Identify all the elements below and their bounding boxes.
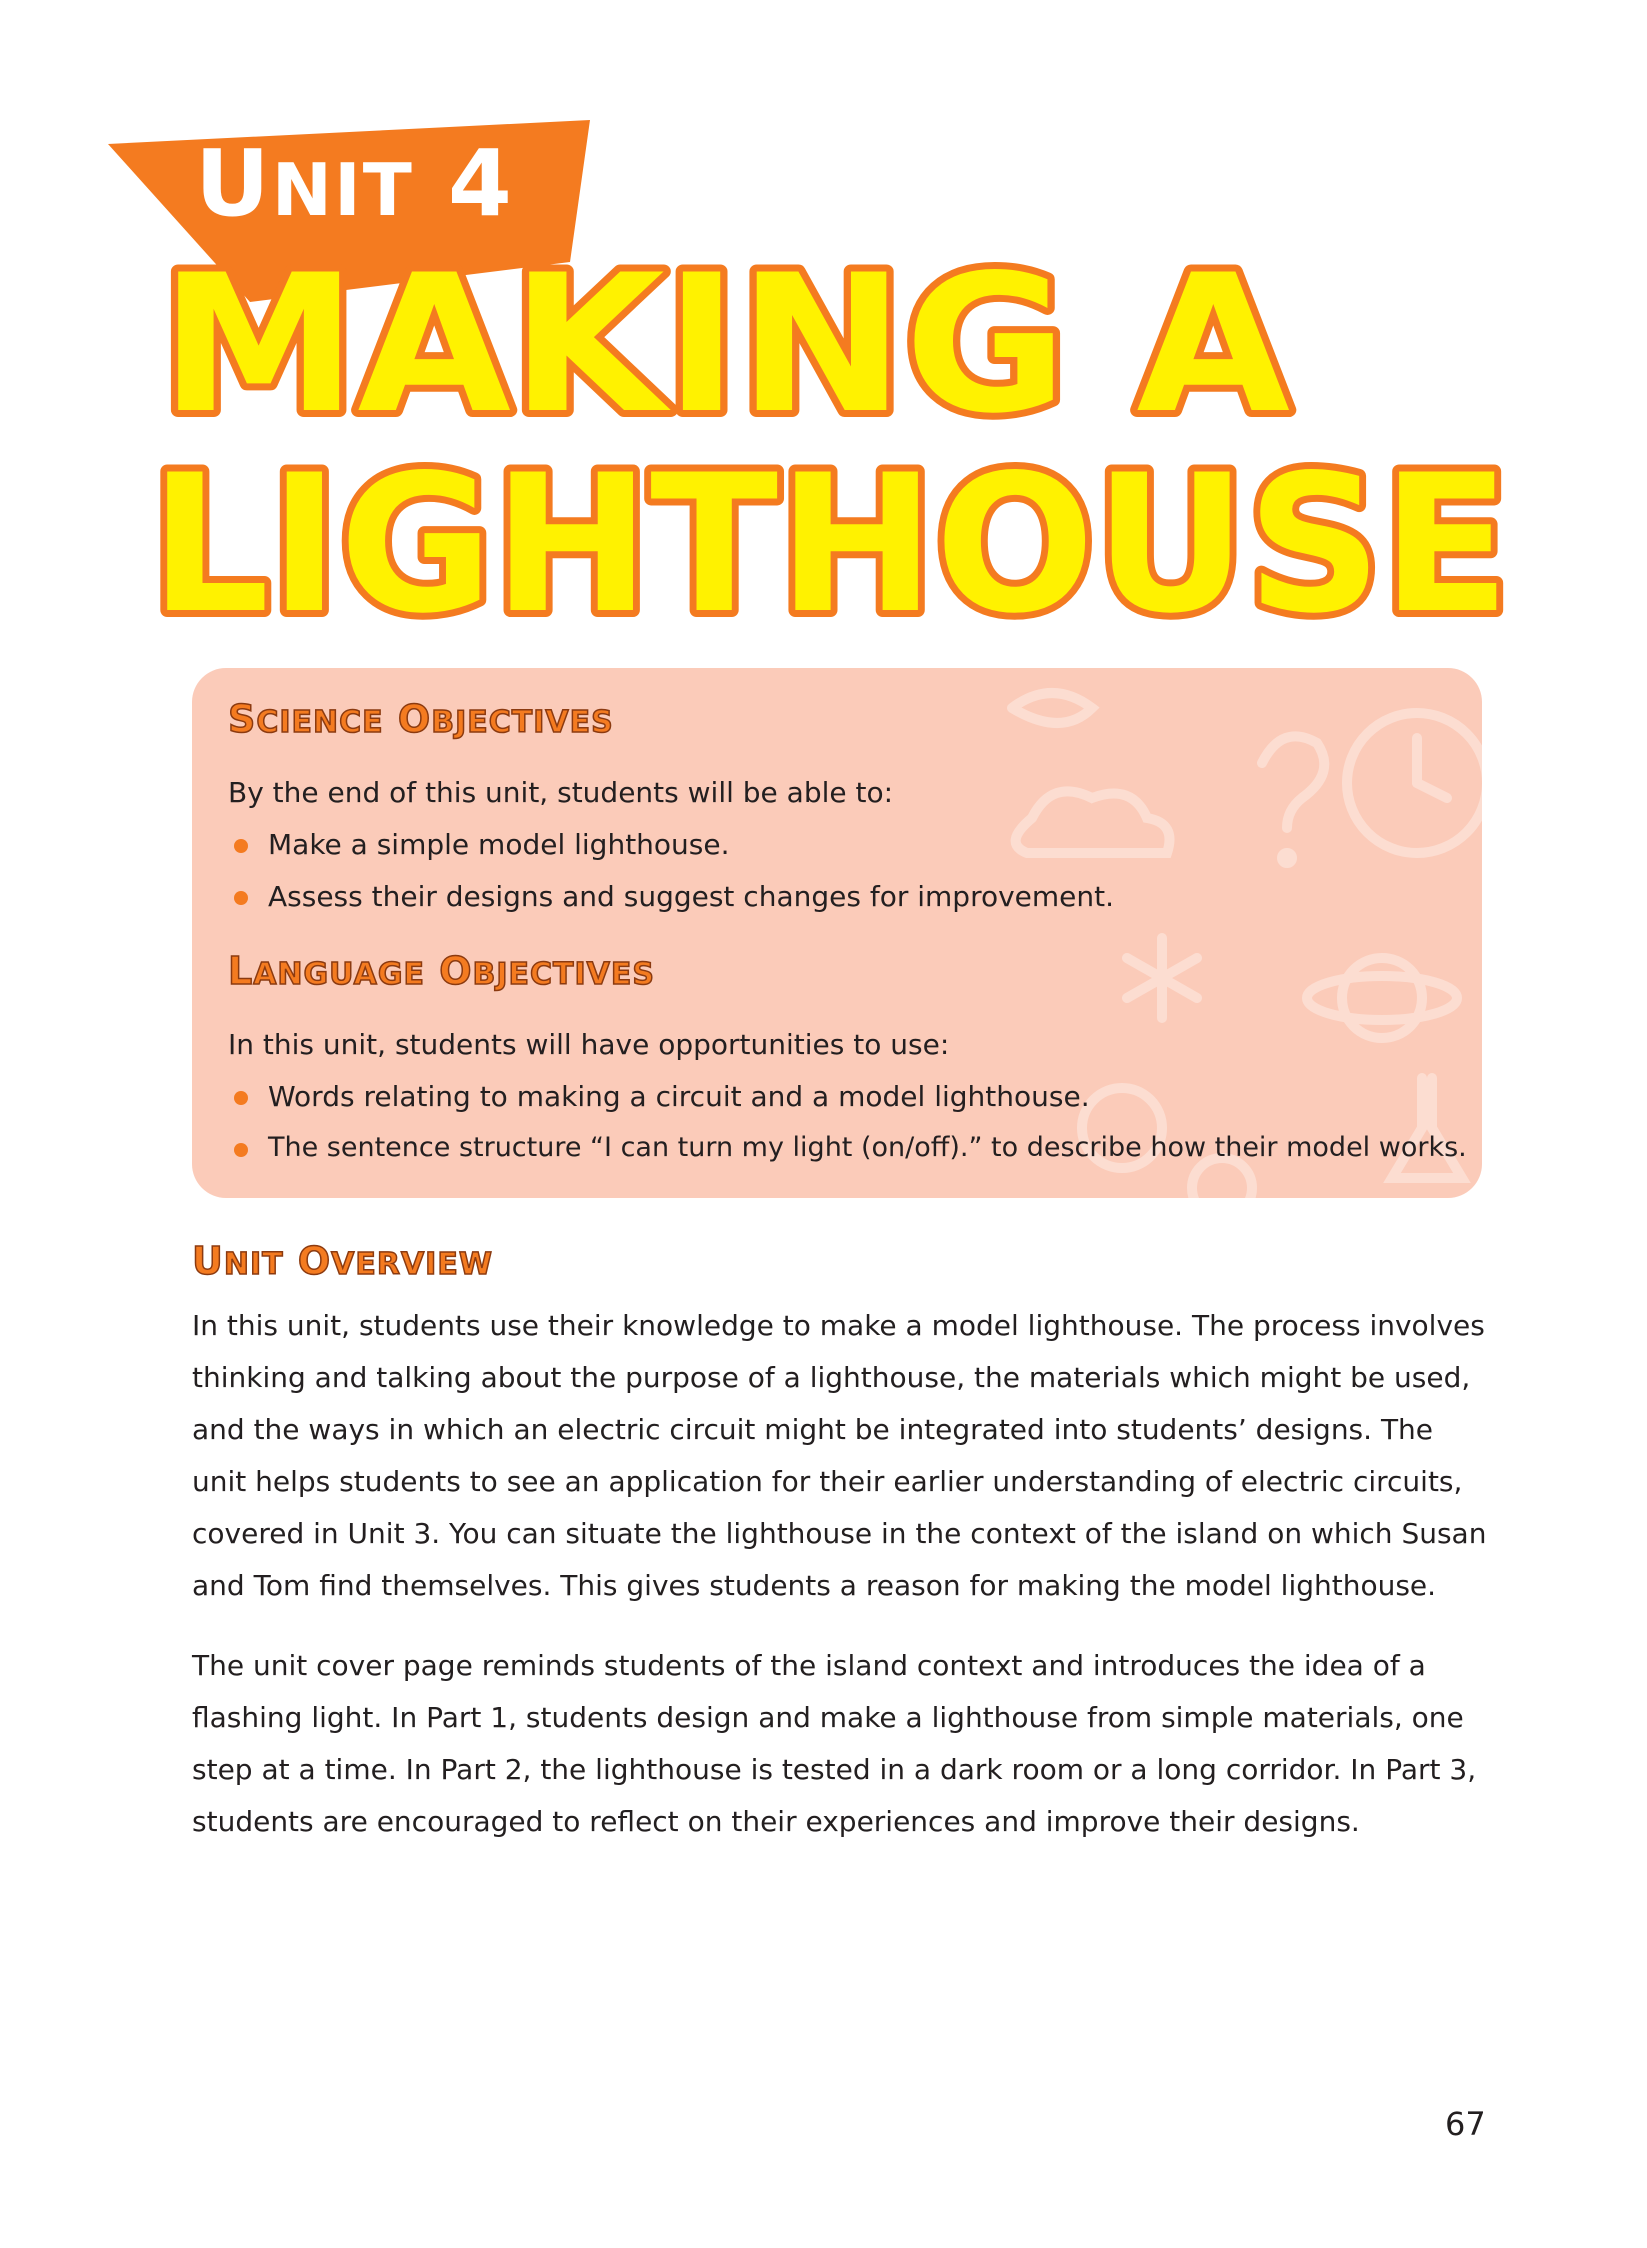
unit-label-rest: NIT [271, 148, 414, 232]
science-heading-o: O [397, 697, 432, 741]
overview-paragraph: The unit cover page reminds students of the island context and introduces the idea of a flashing light. In Part 1, students design and make a lighthouse from simple materials, one step at a time. In Part 2, the lighthouse is tested in a dark room or a long corridor. In Part 3, students are encouraged to reflect on their experiences and improve their designs. [192, 1649, 1477, 1838]
language-heading-l: L [228, 949, 254, 993]
unit-label-first: U [195, 130, 272, 237]
science-objective-item [228, 828, 730, 862]
bullet-dot-icon [234, 891, 248, 905]
language-objective-text: Words relating to making a circuit and a model lighthouse. [268, 1080, 1090, 1113]
page-title [150, 240, 1550, 660]
cloud-icon [1016, 791, 1170, 853]
snowflake-icon [1127, 938, 1197, 1018]
language-objective-item [228, 1132, 1467, 1164]
language-heading-rest2: BJECTIVES [472, 957, 655, 992]
science-objectives-intro: By the end of this unit, students will be able to: [228, 776, 894, 809]
title-line-1: MAKING A [160, 240, 1291, 455]
bullet-dot-icon [234, 1091, 248, 1105]
language-heading-rest: ANGUAGE [253, 957, 425, 992]
science-objective-item [228, 880, 1114, 914]
planet-ring-icon [1307, 976, 1457, 1020]
science-objective-text: Make a simple model lighthouse. [268, 828, 730, 861]
objectives-box [192, 668, 1482, 1198]
language-objectives-intro: In this unit, students will have opportunities to use: [228, 1028, 950, 1061]
question-mark-icon [1262, 736, 1324, 828]
page-number: 67 [1445, 2105, 1486, 2143]
bullet-dot-icon [234, 1143, 248, 1157]
science-icons-background [862, 668, 1482, 1198]
overview-heading-u: U [192, 1239, 224, 1283]
language-objective-item [228, 1080, 1090, 1114]
overview-heading-rest2: VERVIEW [331, 1247, 493, 1282]
science-objective-text: Assess their designs and suggest changes for improvement. [268, 880, 1115, 913]
overview-heading-o: O [297, 1239, 332, 1283]
language-objective-text: The sentence structure “I can turn my light (on/off).” to describe how their model works. [268, 1132, 1467, 1163]
language-objectives-heading [228, 949, 655, 993]
bullet-dot-icon [234, 839, 248, 853]
science-heading-s: S [228, 697, 257, 741]
unit-overview-heading [192, 1239, 493, 1283]
bird-icon [1012, 693, 1092, 723]
language-heading-o: O [439, 949, 473, 993]
science-heading-rest: CIENCE [256, 705, 384, 740]
title-line-2: LIGHTHOUSE [150, 434, 1510, 655]
overview-heading-rest: NIT [223, 1247, 284, 1282]
unit-number: 4 [447, 130, 514, 237]
overview-paragraph: In this unit, students use their knowledge to make a model lighthouse. The process involves thinking and talking about the purpose of a lighthouse, the materials which might be used, and the ways in which an electric circuit might be integrated into students’ designs. The unit helps students to see an application for their earlier understanding of electric circuits, covered in Unit 3. You can situate the lighthouse in the context of the island on which Susan and Tom find themselves. This gives students a reason for making the model lighthouse. [192, 1309, 1487, 1602]
unit-label [195, 130, 514, 237]
science-heading-rest2: BJECTIVES [431, 705, 614, 740]
science-objectives-heading [228, 697, 614, 741]
